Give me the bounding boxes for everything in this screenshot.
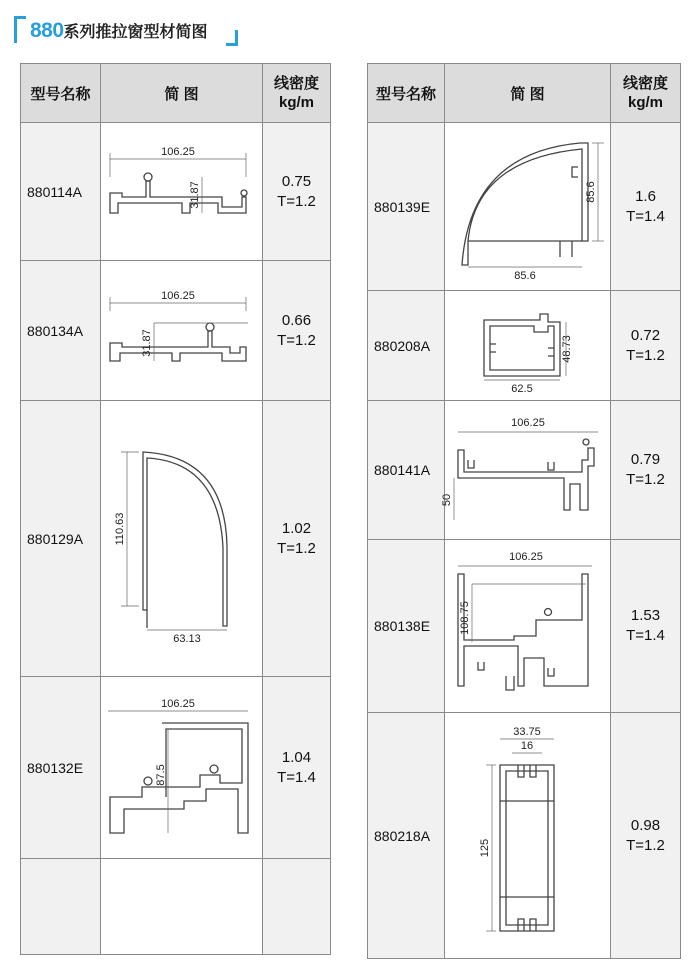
dim-width: 106.25 [508,551,543,563]
title-bracket-left [14,16,26,43]
title-text: 系列推拉窗型材简图 [63,24,208,41]
dim-height: 48.73 [560,334,573,363]
header-model: 型号名称 [21,64,101,123]
profile-drawing-cell [101,401,263,677]
density-value: 0.79 [630,451,661,468]
page-title-block [14,16,238,46]
thickness-value: T=1.2 [277,192,316,210]
thickness-value: T=1.4 [277,768,316,786]
profile-drawing-cell [445,713,611,959]
dim-width: 106.25 [160,145,195,158]
density-value: 1.53 [630,607,661,624]
profile-drawing-cell [445,291,611,401]
table-row [368,291,681,401]
profile-drawing-cell [101,261,263,401]
thickness-value: T=1.2 [626,346,665,364]
table-header-row [368,64,681,123]
dim-width: 106.25 [510,417,545,429]
dim-height: 85.6 [584,180,597,203]
header-model: 型号名称 [368,64,445,123]
empty-cell [21,859,101,955]
table-row-empty [21,859,331,955]
profile-drawing [440,410,608,530]
table-row [21,123,331,261]
table-row [21,261,331,401]
model-name: 880218A [368,713,445,959]
density-cell [263,123,331,261]
model-name: 880138E [368,540,445,713]
profile-drawing [102,693,262,843]
density-cell [611,291,681,401]
profile-drawing [448,296,608,396]
thickness-value: T=1.4 [626,627,665,644]
dim-width: 106.25 [160,697,195,710]
title-series-number: 880 [30,19,64,42]
density-cell [611,401,681,540]
header-density-label: 线密度 [622,75,668,92]
title-bracket-right [226,30,238,46]
empty-cell [101,859,263,955]
model-name: 880139E [368,123,445,291]
table-row [368,713,681,959]
density-cell [263,261,331,401]
model-name: 880132E [21,677,101,859]
profile-drawing [102,137,262,247]
dim-height: 31.87 [188,180,201,209]
density-value: 1.04 [281,748,312,766]
thickness-value: T=1.2 [626,471,665,488]
density-cell [611,713,681,959]
profile-drawing-cell [440,401,611,540]
profile-drawing-cell [445,540,611,713]
profile-drawing [107,434,257,644]
model-name: 880129A [21,401,101,677]
dim-height: 31.87 [140,328,153,357]
dim-height: 125 [478,838,491,857]
thickness-value: T=1.4 [626,207,665,225]
header-drawing: 简 图 [101,64,263,123]
thickness-value: T=1.2 [277,331,316,349]
dim-width: 63.13 [172,632,201,645]
profile-drawing [448,721,608,951]
table-row [368,401,681,540]
header-density-label: 线密度 [273,75,319,92]
table-header-row [21,64,331,123]
profile-drawing-cell [445,123,611,291]
dim-height: 50 [440,493,453,507]
header-density-unit: kg/m [627,94,663,111]
dim-height: 108.75 [458,601,471,635]
model-name: 880141A [368,401,445,540]
density-cell [263,401,331,677]
density-cell [611,540,681,713]
header-drawing: 简 图 [445,64,611,123]
page-title [30,19,208,43]
model-name: 880134A [21,261,101,401]
density-value: 0.98 [630,816,661,834]
spec-table-right [367,63,681,959]
dim-width: 85.6 [513,269,536,282]
profile-drawing [448,127,608,287]
density-value: 1.02 [281,519,312,537]
table-row [368,540,681,713]
empty-cell [263,859,331,955]
dim-width: 106.25 [160,289,195,302]
density-value: 1.6 [635,187,656,205]
header-density [263,64,331,123]
dim-top-width: 33.75 [512,725,541,738]
dim-height: 87.5 [154,763,167,786]
spec-table-left [20,63,331,955]
density-value: 0.75 [281,172,312,190]
profile-drawing-cell [101,677,263,859]
header-density-unit: kg/m [278,94,314,111]
table-row [21,677,331,859]
density-value: 0.66 [281,311,312,329]
profile-drawing-cell [101,123,263,261]
density-value: 0.72 [630,326,661,344]
model-name: 880208A [368,291,445,401]
density-cell [263,677,331,859]
dim-height: 110.63 [113,512,126,545]
profile-drawing [448,546,608,706]
density-cell [611,123,681,291]
dim-width: 62.5 [510,382,533,395]
table-row [21,401,331,677]
header-density [611,64,681,123]
table-row [368,123,681,291]
thickness-value: T=1.2 [277,539,316,557]
profile-drawing [102,281,262,381]
model-name: 880114A [21,123,101,261]
dim-inner-width: 16 [520,739,533,752]
thickness-value: T=1.2 [626,836,665,854]
